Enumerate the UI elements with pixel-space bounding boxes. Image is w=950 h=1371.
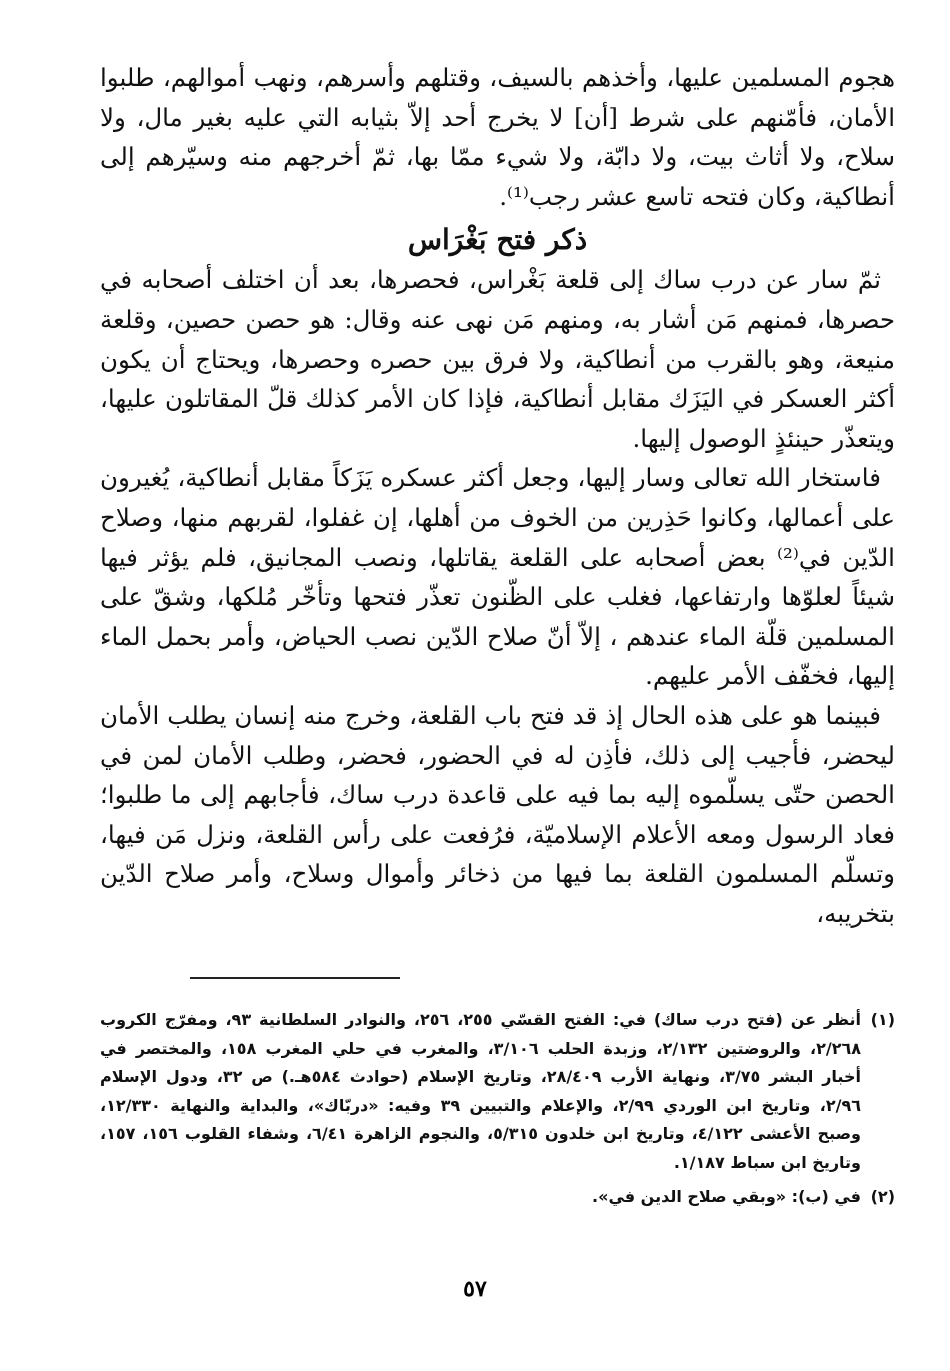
footnotes — [100, 1006, 895, 1212]
main-text — [100, 58, 895, 933]
paragraph-continuation: هجوم المسلمين عليها، وأخذهم بالسيف، وقتلهم وأسرهم، ونهب أموالهم، طلبوا الأمان، فأمّنهم على شرط [أن] لا يخرج أحد إلاّ بثيابه التي عليه بغير مال، ولا سلاح، ولا أثاث بيت، ولا دابّة، ولا شيء ممّا بها، ثمّ أخرجهم منه وسيّرهم إلى أنطاكية، وكان فتحه تاسع عشر رجب⁽¹⁾. — [100, 63, 895, 211]
paragraph: فاستخار الله تعالى وسار إليها، وجعل أكثر عسكره يَزَكاً مقابل أنطاكية، يُغيرون على أعمالها، وكانوا حَذِرين من الخوف من أهلها، إن غفلوا، لقربهم منها، وصلاح الدّين في⁽²⁾ بعض أصحابه على القلعة يقاتلها، ونصب المجانيق، فلم يؤثر فيها شيئاً لعلوّها وارتفاعها، فغلب على الظّنون تعذّر فتحها وتأخّر مُلكها، وشقّ على المسلمين قلّة الماء عندهم ، إلاّ أنّ صلاح الدّين نصب الحياض، وأمر بحمل الماء إليها، فخفّف الأمر عليهم. — [100, 463, 895, 691]
footnote-number: (١) — [870, 1010, 895, 1029]
page-number: ٥٧ — [463, 1276, 487, 1302]
paragraph: ثمّ سار عن درب ساك إلى قلعة بَغْراس، فحصرها، بعد أن اختلف أصحابه في حصرها، فمنهم مَن أشار به، ومنهم مَن نهى عنه وقال: هو حصن حصين، وقلعة منيعة، وهو بالقرب من أنطاكية، ولا فرق بين حصره وحصرها، ويحتاج أن يكون أكثر العسكر في اليَزَك مقابل أنطاكية، فإذا كان الأمر كذلك قلّ المقاتلون عليها، ويتعذّر حينئذٍ الوصول إليها. — [100, 265, 895, 453]
footnote-text: في (ب): «وبقي صلاح الدين في». — [592, 1187, 861, 1206]
section-heading: ذكر فتح بَغْرَاس — [407, 223, 588, 257]
footnote-2 — [100, 1183, 895, 1212]
footnote-number: (٢) — [870, 1187, 895, 1206]
footnote-divider — [190, 977, 400, 979]
footnote-1 — [100, 1006, 895, 1177]
footnote-text: أنظر عن (فتح درب ساك) في: الفتح القسّي ٢٥٥، ٢٥٦، والنوادر السلطانية ٩٣، ومفرّج الكروب ٢/٢٦٨، والروضتين ٢/١٣٢، وزبدة الحلب ٣/١٠٦، والمغرب في حلي المغرب ١٥٨، والمختصر في أخبار البشر ٣/٧٥، ونهاية الأرب ٢٨/٤٠٩، وتاريخ الإسلام (حوادث ٥٨٤هـ.) ص ٣٢، ودول الإسلام ٢/٩٦، وتاريخ ابن الوردي ٢/٩٩، والإعلام والتبيين ٣٩ وفيه: «دربّاك»، والبداية والنهاية ١٢/٣٣٠، وصبح الأعشى ٤/١٢٢، وتاريخ ابن خلدون ٥/٣١٥، والنجوم الزاهرة ٦/٤١، وشفاء القلوب ١٥٦، ١٥٧، وتاريخ ابن سباط ١/١٨٧. — [100, 1010, 862, 1172]
page-body — [100, 58, 895, 933]
paragraph: فبينما هو على هذه الحال إذ قد فتح باب القلعة، وخرج منه إنسان يطلب الأمان ليحضر، فأجيب إلى ذلك، فأذِن له في الحضور، فحضر، وطلب الأمان لمن في الحصن حتّى يسلّموه إليه بما فيه على قاعدة درب ساك، فأجابهم إلى ما طلبوا؛ فعاد الرسول ومعه الأعلام الإسلاميّة، فرُفعت على رأس القلعة، ونزل مَن فيها، وتسلّم المسلمون القلعة بما فيها من ذخائر وأموال وسلاح، وأمر صلاح الدّين بتخريبه، — [100, 700, 895, 928]
